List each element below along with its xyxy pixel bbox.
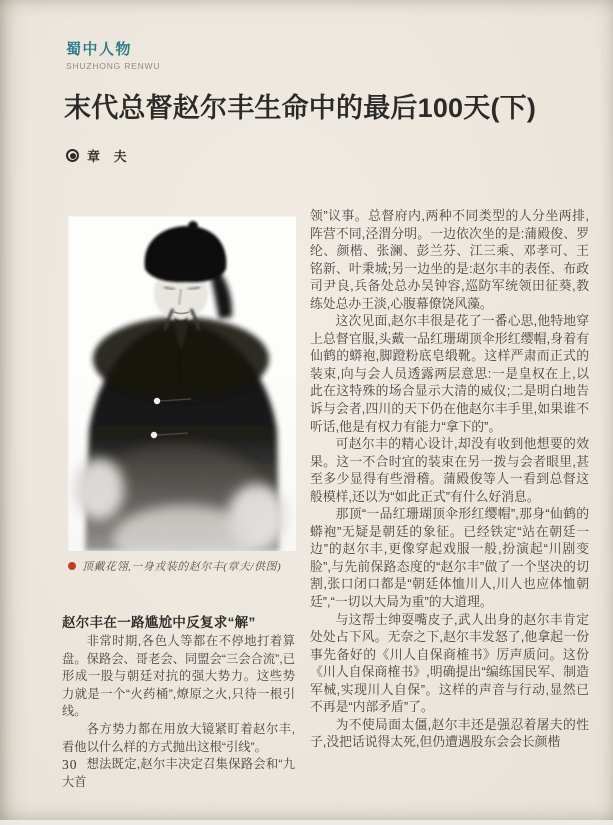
paragraph: 各方势力都在用放大镜紧盯着赵尔丰,看他以什么样的方式抛出这根“引线”。: [62, 721, 295, 754]
paragraph: 这次见面,赵尔丰很是花了一番心思,他特地穿上总督官服,头戴一品红珊瑚顶伞形红缨帽,身着有仙鹤的蟒袍,脚蹬粉底皂缎靴。这样严肃而正式的装束,向与会人员透露两层意思:一是皇权在上,以此在这特殊的场合显示大清的威仪;二是明白地告诉与会者,四川的天下仍在他赵尔丰手里,如果谁不听话,他是有权力有能力“拿下的”。: [310, 313, 589, 434]
paragraph: 与这帮士绅耍嘴皮子,武人出身的赵尔丰肯定处处占下风。无奈之下,赵尔丰发怒了,他拿起一份事先备好的《川人自保商榷书》厉声质问。这份《川人自保商榷书》,明确提出“编练国民军、制造军械,实现川人自保”。这样的声音与行动,显然已不再是“内部矛盾”了。: [310, 611, 589, 715]
paragraph: 为不使局面太僵,赵尔丰还是强忍着屠夫的性子,没把话说得太死,但仍遭遇股东会会长颜楷: [310, 716, 589, 750]
paragraph: 领”议事。总督府内,两种不同类型的人分坐两排,阵营不同,泾渭分明。一边依次坐的是:蒲殿俊、罗纶、颜楷、张澜、彭兰芬、江三乘、邓孝可、王铭新、叶秉城;另一边坐的是:赵尔丰的表侄、布政司尹良,兵备处总办吴钟容,巡防军统领田征葵,教练处总办王淡,心腹幕僚饶风藻。: [310, 208, 589, 311]
author-row: [66, 146, 132, 165]
section-title: 蜀中人物: [66, 41, 133, 58]
fisheye-bullet-icon: [66, 149, 79, 162]
photo-caption: [68, 558, 318, 574]
page-number: 30: [62, 757, 78, 772]
left-column: [62, 633, 295, 791]
right-column: [310, 207, 589, 751]
author-name: 章 夫: [87, 149, 132, 164]
caption-text: 顶戴花翎,一身戎装的赵尔丰(章夫/供图): [82, 561, 282, 573]
paragraph: 可赵尔丰的精心设计,却没有收到他想要的效果。这一不合时宜的装束在另一拨与会者眼里,甚至多少显得有些滑稽。蒲殿俊等人一看到总督这般模样,还以为“如此正式”有什么好消息。: [310, 436, 589, 504]
portrait-photo: [68, 216, 295, 550]
article-title: 末代总督赵尔丰生命中的最后100天(下): [64, 93, 537, 123]
section-logo: [66, 42, 160, 71]
left-column-heading: 赵尔丰在一路尴尬中反复求“解”: [62, 615, 256, 630]
section-subtitle: SHUZHONG RENWU: [66, 60, 161, 71]
paragraph: 想法既定,赵尔丰决定召集保路会和“九大首: [62, 757, 295, 789]
portrait-figure: [69, 217, 296, 551]
red-dot-icon: [68, 562, 76, 570]
paragraph: 非常时期,各色人等都在不停地打着算盘。保路会、哥老会、同盟会“三会合流”,已形成一股与朝廷对抗的强大势力。这些势力就是一个“火药桶”,燎原之火,只待一根引线。: [62, 634, 295, 719]
paragraph: 那顶“一品红珊瑚顶伞形红缨帽”,那身“仙鹤的蟒袍”无疑是朝廷的象征。已经铁定“站在朝廷一边”的赵尔丰,更像穿起戏服一般,扮演起“川剧变脸”,与先前保路态度的“赵尔丰”做了一个坚决的切割,张口闭口都是“朝廷体恤川人,川人也应体恤朝廷”,“一切以大局为重”的大道理。: [310, 506, 589, 610]
